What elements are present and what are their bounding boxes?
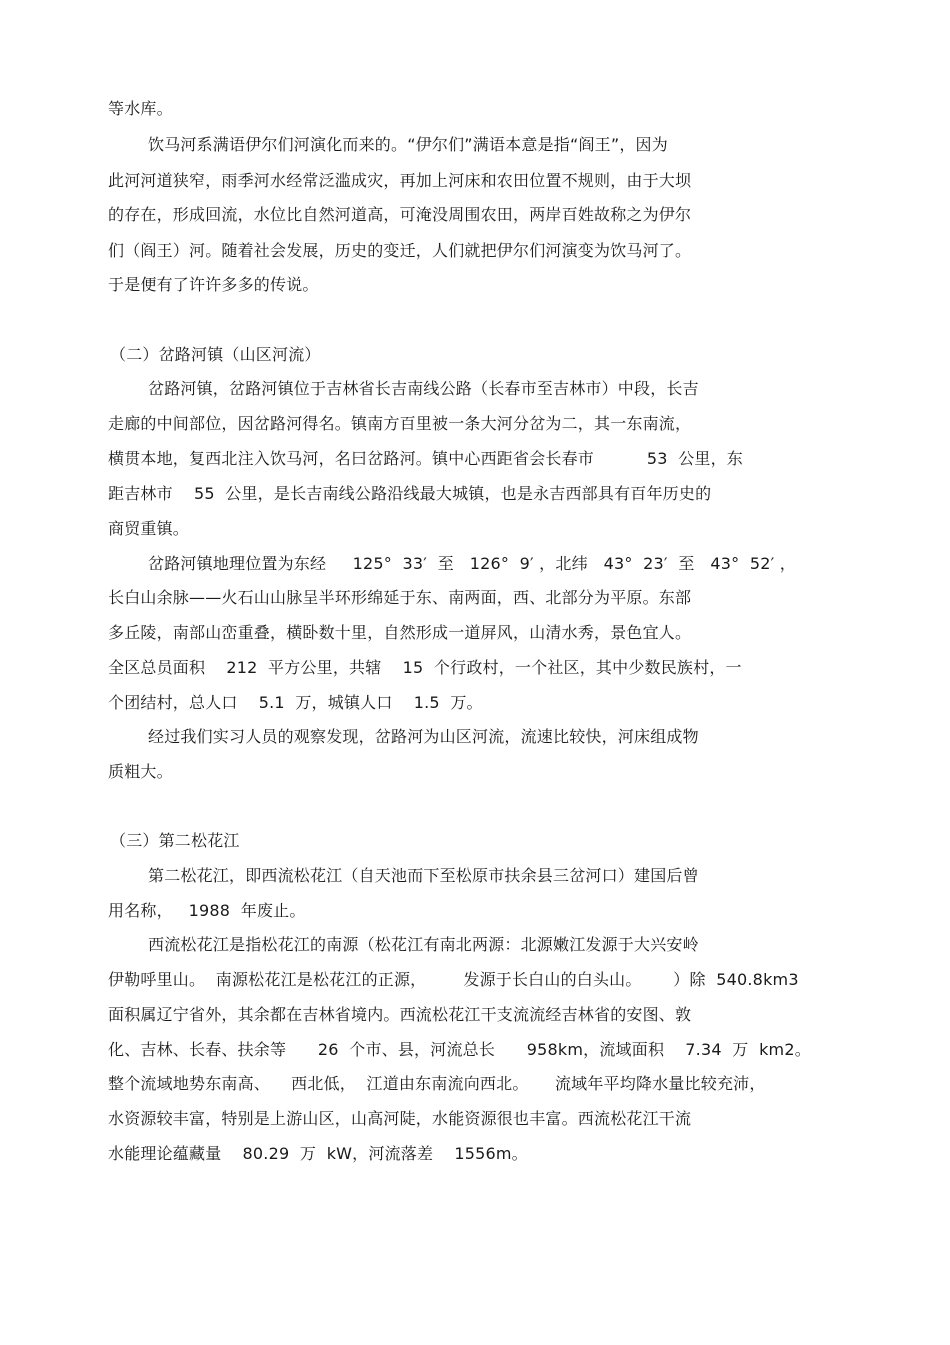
paragraph-line: 西流松花江是指松花江的南源（松花江有南北两源：北源嫩江发源于大兴安岭 <box>148 935 699 954</box>
paragraph-line: 用名称， 1988 年废止。 <box>108 901 306 920</box>
paragraph-line: 个团结村，总人口 5.1 万，城镇人口 1.5 万。 <box>108 693 483 712</box>
paragraph-line: 水资源较丰富，特别是上游山区，山高河陡，水能资源很也丰富。西流松花江干流 <box>108 1109 692 1128</box>
paragraph-line: 长白山余脉——火石山山脉呈半环形绵延于东、南两面，西、北部分为平原。东部 <box>108 588 692 607</box>
paragraph-line: 走廊的中间部位，因岔路河得名。镇南方百里被一条大河分岔为二，其一东南流， <box>108 414 692 433</box>
paragraph-line: 质粗大。 <box>108 762 173 781</box>
paragraph-line: 全区总员面积 212 平方公里，共辖 15 个行政村，一个社区，其中少数民族村，一 <box>108 658 742 677</box>
paragraph-line: 岔路河镇地理位置为东经 125° 33′ 至 126° 9′ ，北纬 43° 23′ 至 43° 52′ ， <box>148 554 796 573</box>
paragraph-line: 等水库。 <box>108 99 173 118</box>
paragraph-line: 的存在，形成回流，水位比自然河道高，可淹没周围农田，两岸百姓故称之为伊尔 <box>108 205 692 224</box>
section-heading: （三）第二松花江 <box>110 831 240 850</box>
paragraph-line: 此河河道狭窄，雨季河水经常泛滥成灾，再加上河床和农田位置不规则，由于大坝 <box>108 171 692 190</box>
section-heading: （二）岔路河镇（山区河流） <box>110 345 321 364</box>
paragraph-line: 岔路河镇，岔路河镇位于吉林省长吉南线公路（长春市至吉林市）中段，长吉 <box>148 379 699 398</box>
paragraph-line: 们（阎王）河。随着社会发展，历史的变迁，人们就把伊尔们河演变为饮马河了。 <box>108 241 692 260</box>
paragraph-line: 横贯本地，复西北注入饮马河，名曰岔路河。镇中心西距省会长春市 53 公里，东 <box>108 449 743 468</box>
paragraph-line: 于是便有了许许多多的传说。 <box>108 275 319 294</box>
paragraph-line: 化、吉林、长春、扶余等 26 个市、县，河流总长 958km，流域面积 7.34 万 km2。 <box>108 1040 811 1059</box>
paragraph-line: 多丘陵，南部山峦重叠，横卧数十里，自然形成一道屏风，山清水秀，景色宜人。 <box>108 623 692 642</box>
paragraph-line: 饮马河系满语伊尔们河演化而来的。“伊尔们”满语本意是指“阎王”，因为 <box>148 135 668 154</box>
paragraph-line: 伊勒呼里山。 南源松花江是松花江的正源， 发源于长白山的白头山。 ）除 540.8km3 <box>108 970 799 989</box>
paragraph-line: 商贸重镇。 <box>108 519 190 538</box>
paragraph-line: 面积属辽宁省外，其余都在吉林省境内。西流松花江干支流流经吉林省的安图、敦 <box>108 1005 692 1024</box>
paragraph-line: 水能理论蕴藏量 80.29 万 kW，河流落差 1556m。 <box>108 1144 528 1163</box>
paragraph-line: 整个流域地势东南高、 西北低， 江道由东南流向西北。 流域年平均降水量比较充沛， <box>108 1074 766 1093</box>
paragraph-line: 经过我们实习人员的观察发现，岔路河为山区河流，流速比较快，河床组成物 <box>148 727 699 746</box>
paragraph-line: 距吉林市 55 公里，是长吉南线公路沿线最大城镇，也是永吉西部具有百年历史的 <box>108 484 712 503</box>
paragraph-line: 第二松花江，即西流松花江（自天池而下至松原市扶余县三岔河口）建国后曾 <box>148 866 699 885</box>
